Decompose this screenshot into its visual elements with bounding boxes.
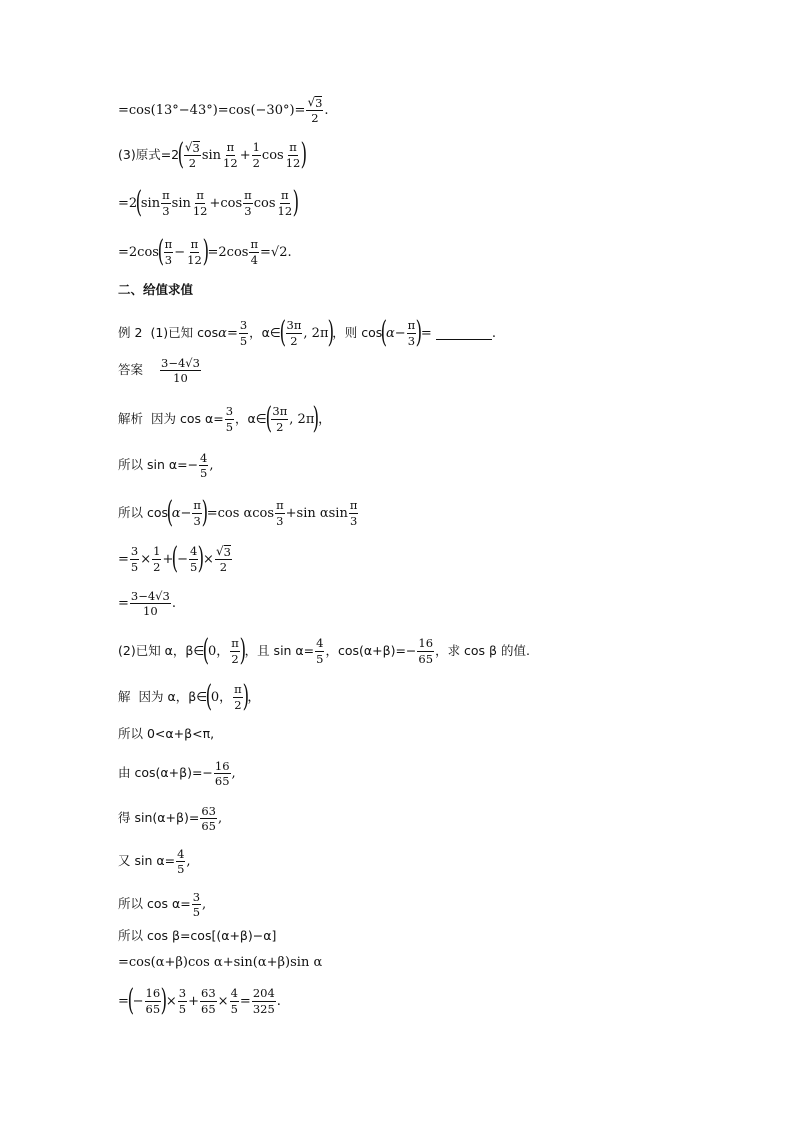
- answer-blank: [436, 327, 492, 340]
- section-heading: 二、给值求值: [118, 282, 194, 297]
- analysis-line-3: 所以 cos ( α− $\frac{\pi}{3}$ ) =cos αcos $\frac{\pi}{3}$ +sin αsin $\frac{\pi}{3}$: [118, 495, 358, 530]
- answer: 答案 $\frac{3-4√3}{10}$: [118, 356, 200, 386]
- solution-line-1: 解 因为 α，β∈ ( 0， $\frac{\pi}{2}$ ) ，: [118, 679, 261, 714]
- question-2: (2)已知 α，β∈ ( 0， $\frac{\pi}{2}$ ) ，且 sin α= $\frac{4}{5}$ ，cos(α+β)=− $\frac{16}{65}$ ，求 cos β 的值.: [118, 633, 530, 668]
- solution-line-8: =cos(α+β)cos α+sin(α+β)sin α: [118, 955, 323, 970]
- analysis-line-4: = $\frac{3}{5}$ × $\frac{1}{2}$ + ( − $\frac{4}{5}$ ) × √ 3 2: [118, 541, 231, 576]
- analysis-line-1: 解析 因为 cos α= $\frac{3}{5}$ ，α∈ ( $\frac{3\pi}{2}$ , 2π ) ，: [118, 401, 332, 436]
- line-result: =2cos ( $\frac{\pi}{3}$ − $\frac{\pi}{12}$ ) =2cos $\frac{\pi}{4}$ =√2.: [118, 234, 292, 269]
- example-2: 例 2 (1)已知 cos α = $\frac{3}{5}$ ，α∈ ( $\frac{3\pi}{2}$ , 2π ) ，则 cos ( α − $\frac{\pi}{3}$ ) = .: [118, 315, 496, 350]
- solution-line-5: 又 sin α= $\frac{4}{5}$ ,: [118, 847, 191, 877]
- analysis-line-2: 所以 sin α=− $\frac{4}{5}$ ,: [118, 451, 214, 481]
- line-rewrite: =2 ( sin $\frac{\pi}{3}$ sin $\frac{\pi}{12}$ +cos $\frac{\pi}{3}$ cos $\frac{\pi}{12}$ ): [118, 185, 300, 220]
- fraction: √ 3 2: [307, 95, 323, 126]
- text: =cos(13°−43°)=cos(−30°)=: [118, 102, 306, 118]
- line-cos-diff: =cos(13°−43°)=cos(−30°)= √ 3 2 .: [118, 95, 329, 126]
- solution-line-2: 所以 0<α+β<π,: [118, 726, 215, 741]
- solution-line-3: 由 cos(α+β)=− $\frac{16}{65}$ ,: [118, 759, 236, 789]
- analysis-line-5: = $\frac{3-4√3}{10}$ .: [118, 589, 176, 619]
- line-original-expr: (3)原式=2 ( √ 3 2 sin $\frac{\pi}{12}$ + $\frac{1}{2}$ cos $\frac{\pi}{12}$ ): [118, 137, 308, 172]
- solution-line-7: 所以 cos β=cos[(α+β)−α]: [118, 928, 277, 943]
- solution-line-6: 所以 cos α= $\frac{3}{5}$ ,: [118, 890, 207, 920]
- solution-line-9: = ( − $\frac{16}{65}$ ) × $\frac{3}{5}$ + $\frac{63}{65}$ × $\frac{4}{5}$ = $\frac{204}{325}$ .: [118, 983, 281, 1018]
- solution-line-4: 得 sin(α+β)= $\frac{63}{65}$ ,: [118, 804, 223, 834]
